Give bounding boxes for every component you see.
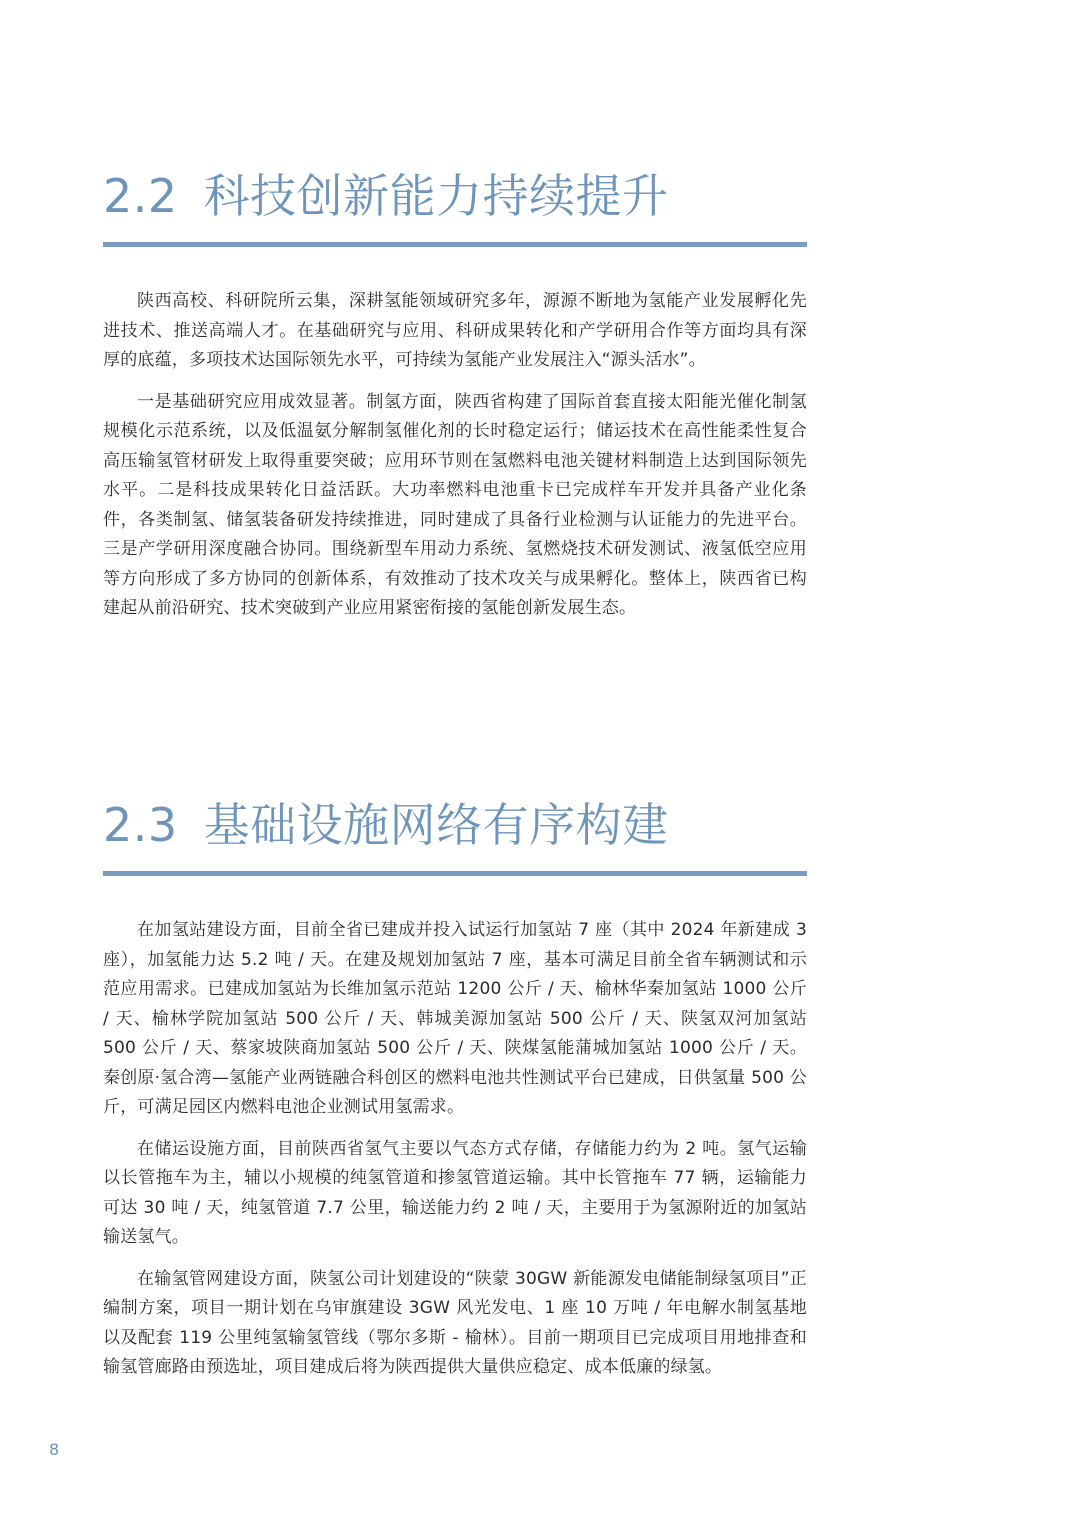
section-title [103, 169, 669, 223]
section-2-2 [103, 147, 807, 624]
section-body [103, 876, 807, 1383]
section-header [103, 147, 807, 247]
section-title [103, 798, 669, 852]
section-number: 2.2 [103, 169, 178, 223]
section-title-text: 基础设施网络有序构建 [203, 798, 669, 852]
section-header [103, 776, 807, 876]
section-title-text: 科技创新能力持续提升 [203, 169, 669, 223]
paragraph: 一是基础研究应用成效显著。制氢方面，陕西省构建了国际首套直接太阳能光催化制氢规模化示范系统，以及低温氨分解制氢催化剂的长时稳定运行；储运技术在高性能柔性复合高压输氢管材研发上取得重要突破；应用环节则在氢燃料电池关键材料制造上达到国际领先水平。二是科技成果转化日益活跃。大功率燃料电池重卡已完成样车开发并具备产业化条件，各类制氢、储氢装备研发持续推进，同时建成了具备行业检测与认证能力的先进平台。三是产学研用深度融合协同。围绕新型车用动力系统、氢燃烧技术研发测试、液氢低空应用等方向形成了多方协同的创新体系，有效推动了技术攻关与成果孵化。整体上，陕西省已构建起从前沿研究、技术突破到产业应用紧密衔接的氢能创新发展生态。 [103, 391, 807, 618]
section-divider [103, 871, 807, 876]
section-body [103, 247, 807, 624]
paragraph: 陕西高校、科研院所云集，深耕氢能领域研究多年，源源不断地为氢能产业发展孵化先进技术、推送高端人才。在基础研究与应用、科研成果转化和产学研用合作等方面均具有深厚的底蕴，多项技术达国际领先水平，可持续为氢能产业发展注入“源头活水”。 [103, 291, 807, 370]
paragraph: 在加氢站建设方面，目前全省已建成并投入试运行加氢站 7 座（其中 2024 年新建成 3 座），加氢能力达 5.2 吨 / 天。在建及规划加氢站 7 座，基本可满足目前全省车辆测试和示范应用需求。已建成加氢站为长维加氢示范站 1200 公斤 / 天、榆林华秦加氢站 1000 公斤 / 天、榆林学院加氢站 500 公斤 / 天、韩城美源加氢站 500 公斤 / 天、陕氢双河加氢站 500 公斤 / 天、蔡家坡陕商加氢站 500 公斤 / 天、陕煤氢能蒲城加氢站 1000 公斤 / 天。秦创原·氢合湾—氢能产业两链融合科创区的燃料电池共性测试平台已建成，日供氢量 500 公斤，可满足园区内燃料电池企业测试用氢需求。 [103, 920, 807, 1117]
paragraph: 在储运设施方面，目前陕西省氢气主要以气态方式存储，存储能力约为 2 吨。氢气运输以长管拖车为主，辅以小规模的纯氢管道和掺氢管道运输。其中长管拖车 77 辆，运输能力可达 30 吨 / 天，纯氢管道 7.7 公里，输送能力约 2 吨 / 天，主要用于为氢源附近的加氢站输送氢气。 [103, 1138, 807, 1247]
section-number: 2.3 [103, 798, 178, 852]
page-number: 8 [49, 1440, 60, 1459]
section-2-3 [103, 776, 807, 1383]
paragraph: 在输氢管网建设方面，陕氢公司计划建设的“陕蒙 30GW 新能源发电储能制绿氢项目”正编制方案，项目一期计划在乌审旗建设 3GW 风光发电、1 座 10 万吨 / 年电解水制氢基地以及配套 119 公里纯氢输氢管线（鄂尔多斯 - 榆林）。目前一期项目已完成项目用地排查和输氢管廊路由预选址，项目建成后将为陕西提供大量供应稳定、成本低廉的绿氢。 [103, 1268, 807, 1377]
section-divider [103, 242, 807, 247]
